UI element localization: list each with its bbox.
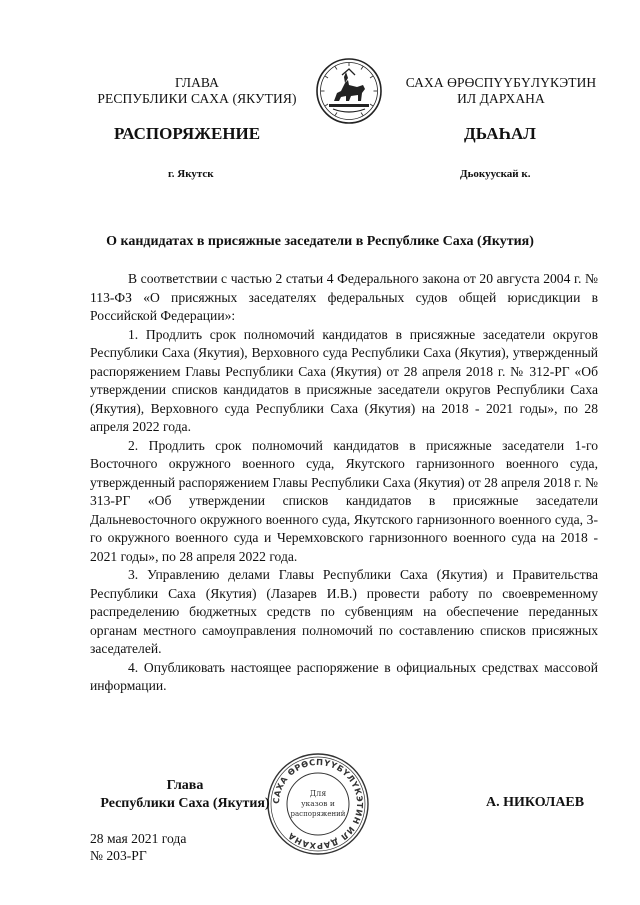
header-right <box>386 75 616 107</box>
signature-title <box>90 777 280 813</box>
document-date: 28 мая 2021 года <box>90 831 187 846</box>
body-paragraph: 4. Опубликовать настоящее распоряжение в официальных средствах массовой информации. <box>90 659 598 693</box>
official-seal-stamp <box>266 752 370 856</box>
coat-of-arms-emblem <box>315 57 383 125</box>
seal-inner-line2: указов и <box>301 799 335 808</box>
document-body <box>90 270 598 696</box>
body-paragraph: 2. Продлить срок полномочий кандидатов в присяжные заседатели 1-го Восточного окружного военного суда, Якутского гарнизонного военного суда, утвержденный распоряжением Главы Республики Саха (Якутия) от 28 апреля 2018 г. № 313-РГ «Об утверждении списков кандидатов в присяжные заседатели Дальневосточного окружного военного суда, Якутского гарнизонного военного суда, 3-го окружного военного суда и Черемховского гарнизонного военного суда на 2018 - 2021 годы», по 28 апреля 2022 года. <box>90 437 598 564</box>
body-paragraph: 1. Продлить срок полномочий кандидатов в присяжные заседатели округов Республики Саха (Якутия), Верховного суда Республики Саха (Якутия), утвержденный распоряжением Главы Республики Саха (Якутия) от 28 апреля 2018 г. № 312-РГ «Об утверждении списков кандидатов в присяжные заседатели округов Республики Саха (Якутия), Верховного суда Республики Саха (Якутия) на 2018 - 2021 годы», по 28 апреля 2022 года. <box>90 326 598 434</box>
document-number: № 203-РГ <box>90 848 147 863</box>
header-left-line2: РЕСПУБЛИКИ САХА (ЯКУТИЯ) <box>97 91 297 106</box>
header-right-line2: ИЛ ДАРХАНА <box>457 91 545 106</box>
seal-inner-line1: Для <box>309 789 327 798</box>
document-date-number <box>90 830 186 864</box>
doc-type-sakha: ДЬАҺАЛ <box>464 124 536 143</box>
header-left-line1: ГЛАВА <box>174 75 220 90</box>
body-paragraph: В соответствии с частью 2 статьи 4 Федерального закона от 20 августа 2004 г. № 113-ФЗ «О присяжных заседателях федеральных судов общей юрисдикции в Российской Федерации»: <box>90 271 598 323</box>
place-ru: г. Якутск <box>168 168 214 180</box>
place-sakha: Дьокуускай к. <box>460 168 531 180</box>
doc-type-ru: РАСПОРЯЖЕНИЕ <box>114 124 261 143</box>
header-right-line1: САХА ӨРӨСПҮҮБҮЛҮКЭТИН <box>405 75 597 90</box>
signature-title-line1: Глава <box>166 778 204 793</box>
seal-ring-text: САХА ӨРӨСПҮҮБҮЛҮКЭТИН ИЛ ДАРХАНА <box>270 756 366 852</box>
document-subject: О кандидатах в присяжные заседатели в Республике Саха (Якутия) <box>106 234 534 249</box>
signatory-name: А. НИКОЛАЕВ <box>486 795 585 810</box>
header-left <box>88 75 306 107</box>
seal-inner-line3: распоряжений <box>290 810 346 818</box>
body-paragraph: 3. Управлению делами Главы Республики Саха (Якутия) и Правительства Республики Саха (Якутия) (Лазарев И.В.) провести работу по своевременному распределению бюджетных средств по субвенциям на обеспечение переданных органам местного самоуправления полномочий по составлению списков присяжных заседателей. <box>90 567 598 656</box>
signature-title-line2: Республики Саха (Якутия) <box>100 796 270 811</box>
